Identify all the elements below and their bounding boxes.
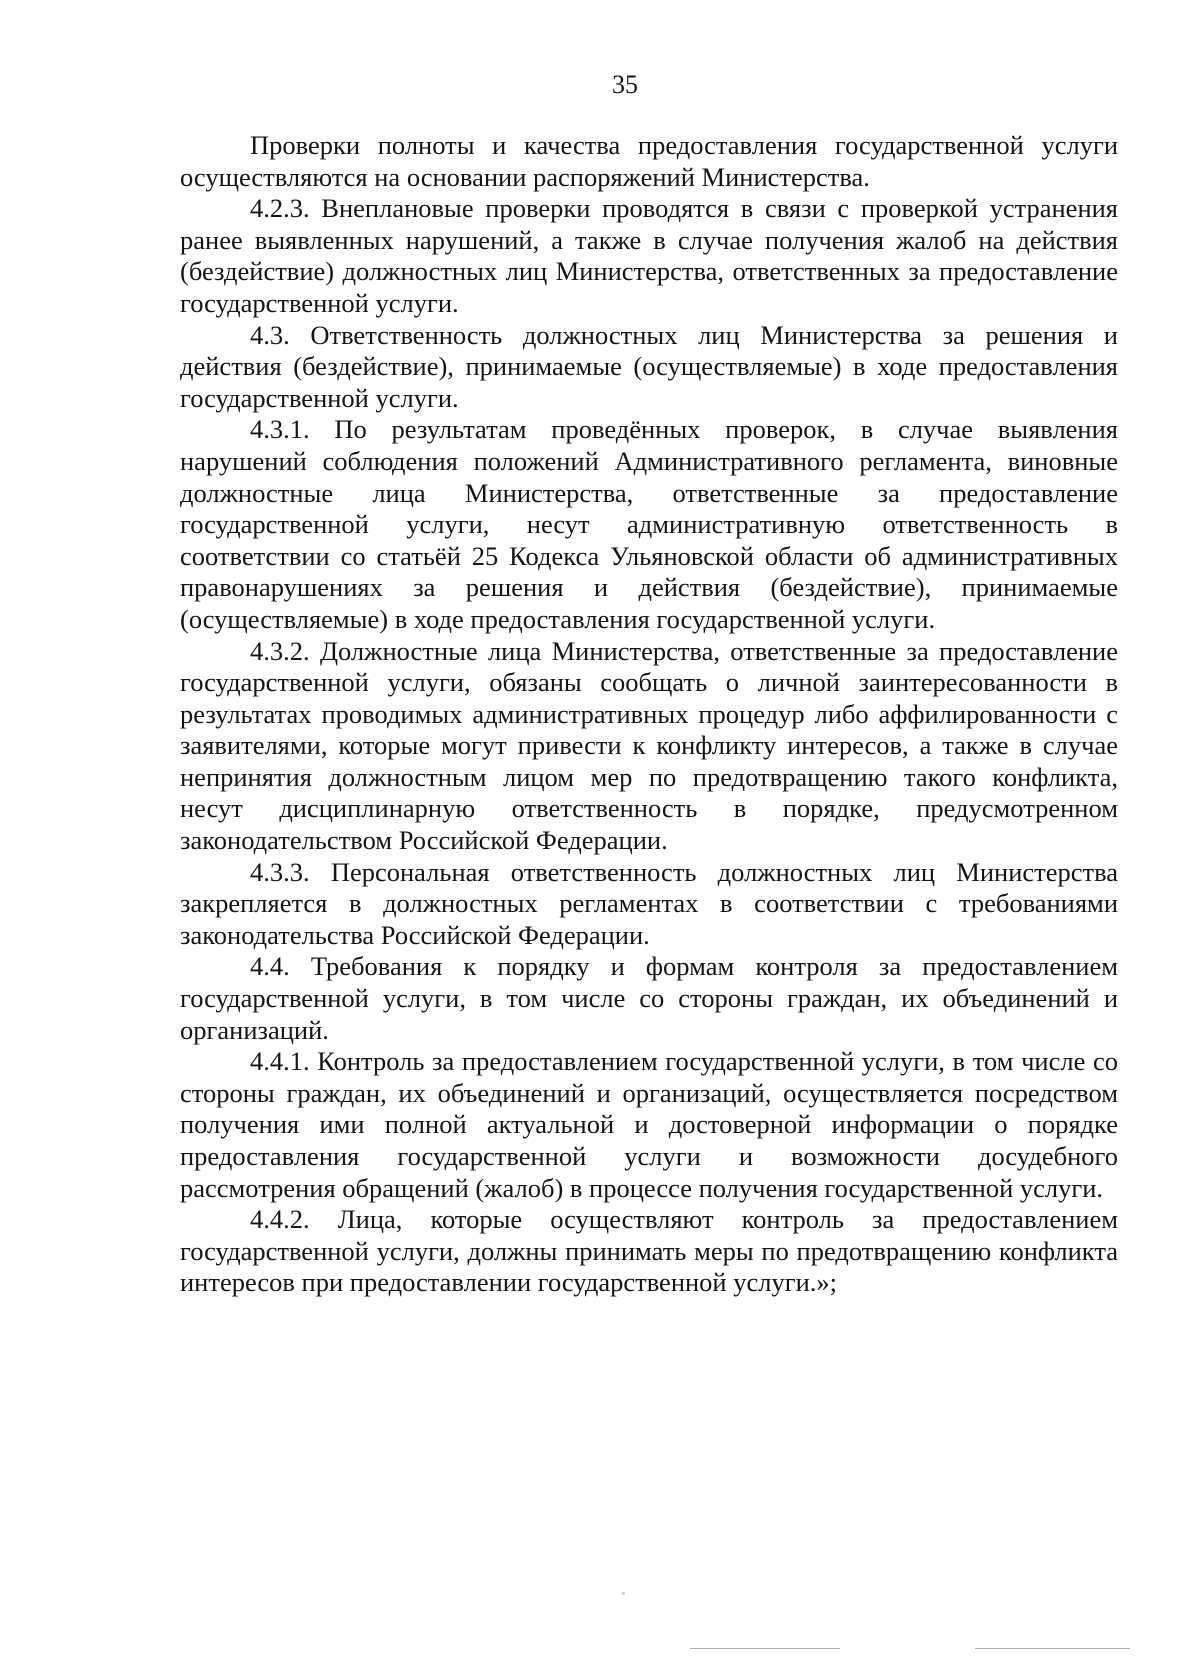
paragraph-4-2-3: 4.2.3. Внеплановые проверки проводятся в связи с проверкой устранения ранее выявленных нарушений, а также в случае получения жалоб на действия (бездействие) должностных лиц Министерства, ответственных за предоставление государственной услуги.: [180, 193, 1118, 318]
paragraph-4-4: 4.4. Требования к порядку и формам контроля за предоставлением государственной услуги, в том числе со стороны граждан, их объединений и организаций.: [180, 951, 1118, 1045]
footer-rule-right: [975, 1648, 1130, 1649]
paragraph-4-4-2: 4.4.2. Лица, которые осуществляют контроль за предоставлением государственной услуги, должны принимать меры по предотвращению конфликта интересов при предоставлении государственной услуги.»;: [180, 1204, 1118, 1298]
document-body: [180, 130, 1118, 1299]
paragraph-4-3-2: 4.3.2. Должностные лица Министерства, ответственные за предоставление государственной услуги, обязаны сообщать о личной заинтересованности в результатах проводимых административных процедур либо аффилированности с заявителями, которые могут привести к конфликту интересов, а также в случае непринятия должностным лицом мер по предотвращению такого конфликта, несут дисциплинарную ответственность в порядке, предусмотренном законодательством Российской Федерации.: [180, 635, 1118, 856]
paragraph-inspection-basis: Проверки полноты и качества предоставления государственной услуги осуществляются на основании распоряжений Министерства.: [180, 130, 1118, 192]
page-number: 35: [612, 70, 638, 99]
scan-speck: [622, 1592, 625, 1595]
paragraph-4-4-1: 4.4.1. Контроль за предоставлением государственной услуги, в том числе со стороны граждан, их объединений и организаций, осуществляется посредством получения ими полной актуальной и достоверной информации о порядке предоставления государственной услуги и возможности досудебного рассмотрения обращений (жалоб) в процессе получения государственной услуги.: [180, 1046, 1118, 1203]
paragraph-4-3-1: 4.3.1. По результатам проведённых проверок, в случае выявления нарушений соблюдения положений Административного регламента, виновные должностные лица Министерства, ответственные за предоставление государственной услуги, несут административную ответственность в соответствии со статьёй 25 Кодекса Ульяновской области об административных правонарушениях за решения и действия (бездействие), принимаемые (осуществляемые) в ходе предоставления государственной услуги.: [180, 414, 1118, 634]
footer-rule-left: [690, 1648, 840, 1649]
paragraph-4-3-3: 4.3.3. Персональная ответственность должностных лиц Министерства закрепляется в должностных регламентах в соответствии с требованиями законодательства Российской Федерации.: [180, 856, 1118, 950]
paragraph-4-3: 4.3. Ответственность должностных лиц Министерства за решения и действия (бездействие), принимаемые (осуществляемые) в ходе предоставления государственной услуги.: [180, 319, 1118, 413]
